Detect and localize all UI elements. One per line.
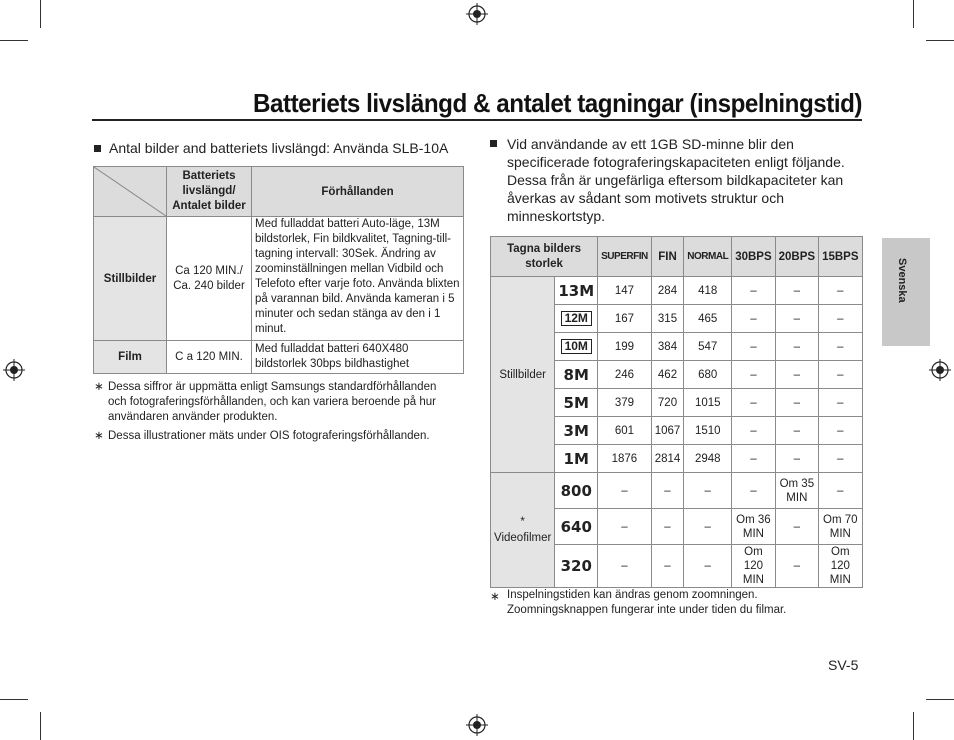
cell: 1015 — [684, 389, 732, 417]
cell: 1067 — [651, 417, 684, 445]
cell: – — [732, 361, 775, 389]
bullet-square-icon — [94, 145, 101, 152]
header-15bps: 15BPS — [819, 237, 862, 277]
size-12m-icon: 12M — [555, 305, 598, 333]
header-normal: NORMAL — [684, 237, 732, 277]
cell: – — [775, 277, 818, 305]
header-superfin: SUPERFIN — [598, 237, 652, 277]
battery-table — [93, 166, 464, 374]
header-fin: FIN — [651, 237, 684, 277]
cell: 284 — [651, 277, 684, 305]
size-8m-icon: 8M — [555, 361, 598, 389]
cell: 315 — [651, 305, 684, 333]
cell: – — [819, 333, 862, 361]
asterisk-icon: ∗ — [94, 381, 104, 393]
cell: – — [775, 333, 818, 361]
cell: 2948 — [684, 445, 732, 473]
cell: – — [732, 445, 775, 473]
cell: – — [775, 361, 818, 389]
cell: 379 — [598, 389, 652, 417]
cell: – — [732, 305, 775, 333]
cell: 601 — [598, 417, 652, 445]
cell: – — [819, 277, 862, 305]
crop-mark — [40, 0, 41, 28]
header-image-size: Tagna bilders storlek — [491, 237, 598, 277]
cell: 547 — [684, 333, 732, 361]
cell: – — [732, 389, 775, 417]
title-rule — [92, 119, 862, 121]
size-3m-icon: 3M — [555, 417, 598, 445]
left-note-1: ∗ Dessa siffror är uppmätta enligt Samsungs standardförhållanden och fotograferingsförhållanden, och kan variera beroende på hur användaren använder produkten. — [94, 381, 437, 423]
asterisk-icon: ∗ — [94, 430, 104, 442]
crop-mark — [40, 712, 41, 740]
cell: – — [775, 417, 818, 445]
size-320-icon: 320 — [555, 545, 598, 588]
capacity-table — [490, 236, 863, 588]
cell: 384 — [651, 333, 684, 361]
cell: 680 — [684, 361, 732, 389]
size-640-icon: 640 — [555, 509, 598, 545]
cell: – — [732, 277, 775, 305]
cell: 1510 — [684, 417, 732, 445]
cell: Om 36 MIN — [732, 509, 775, 545]
cell: 418 — [684, 277, 732, 305]
language-tab: Svenska — [882, 238, 930, 346]
registration-mark-icon — [3, 359, 25, 381]
film-value: C a 120 MIN. — [167, 341, 252, 374]
cell: Om 35 MIN — [775, 473, 818, 509]
cell: – — [775, 389, 818, 417]
cell: – — [651, 545, 684, 588]
registration-mark-icon — [466, 714, 488, 736]
cell: – — [775, 305, 818, 333]
cell: – — [684, 545, 732, 588]
cell: – — [819, 361, 862, 389]
cell: – — [819, 445, 862, 473]
size-10m-icon: 10M — [555, 333, 598, 361]
asterisk-icon: ∗ — [490, 591, 500, 603]
crop-mark — [926, 699, 954, 700]
cell: – — [651, 473, 684, 509]
cell: – — [819, 473, 862, 509]
left-bullet: Antal bilder and batteriets livslängd: Använda SLB-10A — [94, 139, 464, 157]
cell: 465 — [684, 305, 732, 333]
cell: – — [775, 509, 818, 545]
size-13m-icon: 13M — [555, 277, 598, 305]
crop-mark — [0, 40, 28, 41]
cell: – — [775, 545, 818, 588]
diagonal-line — [94, 167, 166, 216]
row-label-stillbilder: Stillbilder — [491, 277, 555, 473]
cell: 246 — [598, 361, 652, 389]
cell: Om 120 MIN — [732, 545, 775, 588]
cell: 2814 — [651, 445, 684, 473]
size-1m-icon: 1M — [555, 445, 598, 473]
page-number: SV-5 — [828, 657, 859, 673]
cell: 462 — [651, 361, 684, 389]
cell: 199 — [598, 333, 652, 361]
cell: – — [598, 509, 652, 545]
header-conditions: Förhållanden — [252, 167, 464, 217]
cell: – — [819, 417, 862, 445]
cell: – — [732, 333, 775, 361]
cell: – — [732, 473, 775, 509]
diagonal-header-cell — [94, 167, 167, 217]
registration-mark-icon — [466, 3, 488, 25]
header-battery-life: Batteriets livslängd/ Antalet bilder — [167, 167, 252, 217]
cell: Om 120 MIN — [819, 545, 862, 588]
row-label-videofilmer: * Videofilmer — [491, 473, 555, 588]
cell: – — [684, 473, 732, 509]
film-conditions: Med fulladdat batteri 640X480 bildstorlek 30bps bildhastighet — [252, 341, 464, 374]
right-bullet: Vid användande av ett 1GB SD-minne blir den specificerade fotograferingskapaciteten enligt följande. Dessa från är ungefärliga eftersom bildkapaciteter kan åverkas av sådant som motivets struktur och minneskortstyp. — [490, 135, 860, 225]
header-30bps: 30BPS — [732, 237, 775, 277]
cell: 147 — [598, 277, 652, 305]
row-label-stillbilder: Stillbilder — [94, 217, 167, 341]
cell: – — [598, 473, 652, 509]
cell: – — [684, 509, 732, 545]
cell: – — [598, 545, 652, 588]
row-label-film: Film — [94, 341, 167, 374]
crop-mark — [913, 0, 914, 28]
size-800-icon: 800 — [555, 473, 598, 509]
cell: – — [775, 445, 818, 473]
cell: 167 — [598, 305, 652, 333]
cell: – — [819, 305, 862, 333]
size-5m-icon: 5M — [555, 389, 598, 417]
crop-mark — [0, 699, 28, 700]
cell: – — [651, 509, 684, 545]
page-title: Batteriets livslängd & antalet tagningar (inspelningstid) — [253, 88, 862, 118]
left-note-2: ∗ Dessa illustrationer mäts under OIS fotograferingsförhållanden. — [94, 430, 430, 442]
cell: 1876 — [598, 445, 652, 473]
header-20bps: 20BPS — [775, 237, 818, 277]
cell: Om 70 MIN — [819, 509, 862, 545]
cell: – — [732, 417, 775, 445]
cell: – — [819, 389, 862, 417]
stillbilder-conditions: Med fulladdat batteri Auto-läge, 13M bildstorlek, Fin bildkvalitet, Tagning-till-tagning intervall: 30Sek. Ändring av zoominställningen mellan Vidbild och Telefoto efter varje foto. Använda blixten på varannan bild. Använda kameran i 5 minuter och sedan stänga av den i 1 minut. — [252, 217, 464, 341]
crop-mark — [913, 712, 914, 740]
right-note: ∗ Inspelningstiden kan ändras genom zoomningen. Zoomningsknappen fungerar inte under tiden du filmar. — [490, 589, 787, 616]
bullet-square-icon — [490, 140, 497, 147]
stillbilder-value: Ca 120 MIN./ Ca. 240 bilder — [167, 217, 252, 341]
cell: 720 — [651, 389, 684, 417]
registration-mark-icon — [929, 359, 951, 381]
crop-mark — [926, 40, 954, 41]
